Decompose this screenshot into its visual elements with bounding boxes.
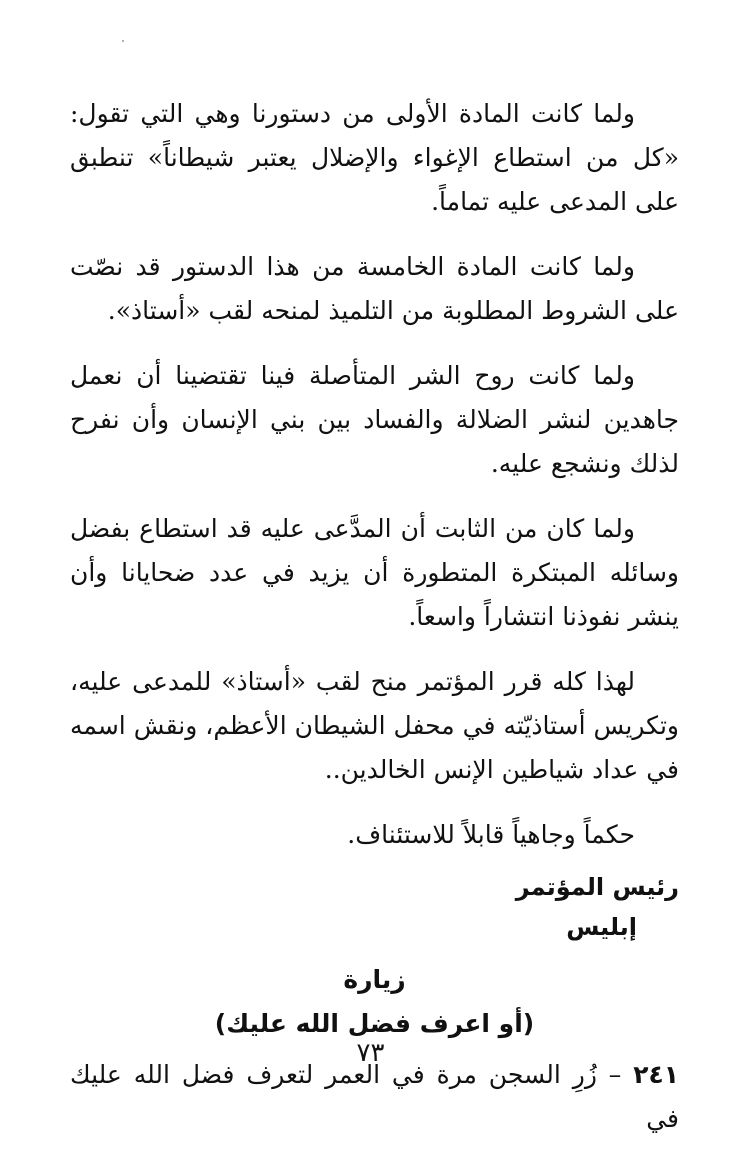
page-body (70, 92, 679, 1141)
signature-block (70, 867, 679, 947)
entry-number: ٢٤١ (633, 1060, 679, 1089)
paragraph-decision: لهذا كله قرر المؤتمر منح لقب «أستاذ» للمدعى عليه، وتكريس أستاذيّته في محفل الشيطان الأعظم، ونقش اسمه في عداد شياطين الإنس الخالدين.. (70, 667, 679, 784)
paragraph-verdict: حكماً وجاهياً قابلاً للاستئناف. (347, 820, 635, 849)
section-heading: زيارة (343, 965, 406, 994)
paragraph-article-one: ولما كانت المادة الأولى من دستورنا وهي التي تقول: «كل من استطاع الإغواء والإضلال يعتبر شيطاناً» تنطبق على المدعى عليه تماماً. (70, 99, 679, 216)
signature-name: إبليس (566, 913, 637, 941)
signature-title: رئيس المؤتمر (515, 873, 679, 901)
paragraph-spirit-of-evil: ولما كانت روح الشر المتأصلة فينا تقتضينا أن نعمل جاهدين لنشر الضلالة والفساد بين بني الإنسان وأن نفرح لذلك ونشجع عليه. (70, 361, 679, 478)
page-number: ٧٣ (356, 1038, 385, 1068)
paper-speck (122, 40, 124, 42)
paragraph-proven-fact: ولما كان من الثابت أن المدَّعى عليه قد استطاع بفضل وسائله المبتكرة المتطورة أن يزيد في عدد ضحايانا وأن ينشر نفوذنا انتشاراً واسعاً. (70, 514, 679, 631)
entry-text: زُرِ السجن مرة في العمر لتعرف فضل الله عليك في (70, 1060, 679, 1133)
paragraph-article-five: ولما كانت المادة الخامسة من هذا الدستور قد نصّت على الشروط المطلوبة من التلميذ لمنحه لقب «أستاذ». (70, 252, 679, 325)
entry-dash: – (608, 1060, 622, 1089)
section-subheading: (أو اعرف فضل الله عليك) (214, 1009, 535, 1038)
